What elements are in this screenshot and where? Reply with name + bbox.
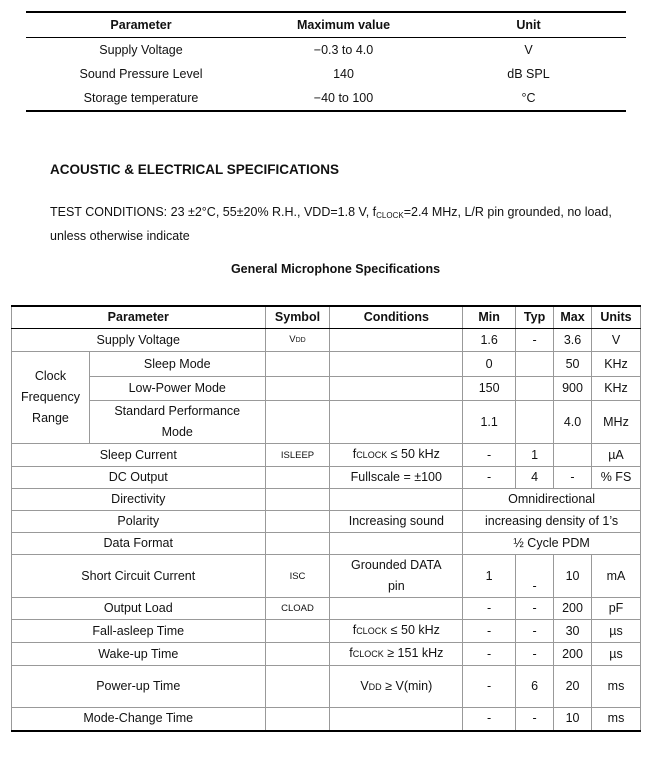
units-cell: mA <box>592 555 641 598</box>
typ-cell: 1 <box>516 444 554 467</box>
units-cell: µs <box>592 620 641 643</box>
table-cell: °C <box>431 86 626 111</box>
param-cell: Short Circuit Current <box>12 555 266 598</box>
param-cell: Wake-up Time <box>12 643 266 666</box>
param-cell: Standard Performance Mode <box>89 401 265 444</box>
test-conditions-prefix: TEST CONDITIONS: 23 ±2°C, 55±20% R.H., VDD=1.8 V, f <box>50 205 377 219</box>
min-cell: - <box>463 708 516 731</box>
max-cell: 10 <box>554 555 592 598</box>
subscript: CLOCK <box>376 211 404 220</box>
section-heading: ACOUSTIC & ELECTRICAL SPECIFICATIONS <box>50 162 340 177</box>
typ-cell: 6 <box>516 666 554 708</box>
column-header: Unit <box>431 12 626 38</box>
param-cell: Polarity <box>12 511 266 533</box>
symbol-cell <box>265 467 330 489</box>
test-conditions-line2: unless otherwise indicate <box>50 229 190 243</box>
max-cell: 4.0 <box>554 401 592 444</box>
table-row <box>12 533 641 555</box>
param-cell: DC Output <box>12 467 266 489</box>
typ-cell <box>516 352 554 377</box>
param-cell: Mode-Change Time <box>12 708 266 731</box>
units-cell: µA <box>592 444 641 467</box>
conditions-cell: Grounded DATA pin <box>330 555 463 598</box>
units-cell: MHz <box>592 401 641 444</box>
table-row <box>12 620 641 643</box>
table-cell: dB SPL <box>507 67 550 81</box>
table-row <box>12 666 641 708</box>
max-cell: 900 <box>554 377 592 401</box>
min-cell: 0 <box>463 352 516 377</box>
conditions-cell <box>330 598 463 620</box>
table-header-row <box>12 306 641 329</box>
symbol-cell <box>265 620 330 643</box>
conditions-cell: fCLOCK ≥ 151 kHz <box>330 643 463 666</box>
units-cell: V <box>592 329 641 352</box>
min-cell: - <box>463 620 516 643</box>
symbol-cell: VDD <box>265 329 330 352</box>
conditions-cell <box>330 401 463 444</box>
conditions-cell: fCLOCK ≤ 50 kHz <box>330 444 463 467</box>
absolute-max-ratings-table <box>26 11 626 112</box>
table-row <box>12 401 641 444</box>
column-header: Parameter <box>12 306 266 329</box>
table-title: General Microphone Specifications <box>230 262 441 276</box>
table-cell: −0.3 to 4.0 <box>313 43 374 57</box>
typ-cell: - <box>516 555 554 598</box>
table-cell: 140 <box>333 67 354 81</box>
column-header: Max <box>554 306 592 329</box>
microphone-spec-table <box>11 305 641 732</box>
param-cell: Low-Power Mode <box>89 377 265 401</box>
column-header: Typ <box>516 306 554 329</box>
symbol-cell <box>265 352 330 377</box>
typ-cell: - <box>516 643 554 666</box>
units-cell: ms <box>592 708 641 731</box>
column-header: Parameter <box>26 12 256 38</box>
symbol-cell <box>265 489 330 511</box>
column-header: Symbol <box>265 306 330 329</box>
typ-cell: - <box>516 329 554 352</box>
typ-cell: - <box>516 598 554 620</box>
units-cell: ms <box>592 666 641 708</box>
param-cell: Directivity <box>12 489 266 511</box>
max-cell <box>554 444 592 467</box>
value-span-cell: Omnidirectional <box>463 489 641 511</box>
max-cell: - <box>554 467 592 489</box>
typ-cell <box>516 401 554 444</box>
min-cell: - <box>463 444 516 467</box>
min-cell: - <box>463 643 516 666</box>
units-cell: µs <box>592 643 641 666</box>
column-header: Conditions <box>330 306 463 329</box>
units-cell: pF <box>592 598 641 620</box>
param-cell: Output Load <box>12 598 266 620</box>
table-row <box>26 62 626 86</box>
column-header: Min <box>463 306 516 329</box>
table-cell: Sound Pressure Level <box>79 67 203 81</box>
table-cell: Storage temperature <box>26 86 256 111</box>
max-cell: 50 <box>554 352 592 377</box>
typ-cell: - <box>516 620 554 643</box>
param-cell: Power-up Time <box>12 666 266 708</box>
table-cell: Supply Voltage <box>99 43 183 57</box>
param-cell: Data Format <box>12 533 266 555</box>
typ-cell <box>516 377 554 401</box>
symbol-cell: ISC <box>265 555 330 598</box>
param-cell: Fall-asleep Time <box>12 620 266 643</box>
table-row <box>12 489 641 511</box>
min-cell: 1.1 <box>463 401 516 444</box>
conditions-cell <box>330 329 463 352</box>
max-cell: 30 <box>554 620 592 643</box>
max-cell: 10 <box>554 708 592 731</box>
conditions-cell <box>330 352 463 377</box>
value-span-cell: increasing density of 1’s <box>463 511 641 533</box>
conditions-cell: VDD ≥ V(min) <box>330 666 463 708</box>
column-header: Maximum value <box>256 12 431 38</box>
min-cell: - <box>463 467 516 489</box>
table-row <box>26 86 626 111</box>
typ-cell: - <box>516 708 554 731</box>
table-row <box>12 643 641 666</box>
table-row <box>26 38 626 63</box>
table-cell: V <box>524 43 533 57</box>
conditions-cell <box>330 708 463 731</box>
param-cell: Sleep Mode <box>89 352 265 377</box>
symbol-cell: CLOAD <box>265 598 330 620</box>
max-cell: 200 <box>554 643 592 666</box>
min-cell: 150 <box>463 377 516 401</box>
param-cell: Supply Voltage <box>12 329 266 352</box>
max-cell: 3.6 <box>554 329 592 352</box>
min-cell: 1.6 <box>463 329 516 352</box>
table-row <box>12 708 641 731</box>
symbol-cell <box>265 377 330 401</box>
min-cell: 1 <box>463 555 516 598</box>
symbol-cell <box>265 643 330 666</box>
table-row <box>12 511 641 533</box>
table-row <box>12 555 641 598</box>
typ-cell: 4 <box>516 467 554 489</box>
table-cell: −40 to 100 <box>256 86 431 111</box>
symbol-cell <box>265 666 330 708</box>
table-row <box>12 444 641 467</box>
min-cell: - <box>463 598 516 620</box>
test-conditions <box>50 202 640 247</box>
units-cell: % FS <box>592 467 641 489</box>
units-cell: KHz <box>592 352 641 377</box>
units-cell: KHz <box>592 377 641 401</box>
param-cell: Sleep Current <box>12 444 266 467</box>
conditions-cell <box>330 489 463 511</box>
table-row <box>12 329 641 352</box>
max-cell: 200 <box>554 598 592 620</box>
table-row <box>12 467 641 489</box>
min-cell: - <box>463 666 516 708</box>
conditions-cell: Increasing sound <box>330 511 463 533</box>
max-cell: 20 <box>554 666 592 708</box>
test-conditions-suffix: =2.4 MHz, L/R pin grounded, no load, <box>403 205 612 219</box>
table-header-row <box>26 12 626 38</box>
symbol-cell <box>265 708 330 731</box>
column-header: Units <box>592 306 641 329</box>
symbol-cell <box>265 511 330 533</box>
symbol-cell <box>265 533 330 555</box>
conditions-cell: fCLOCK ≤ 50 kHz <box>330 620 463 643</box>
conditions-cell <box>330 377 463 401</box>
table-row <box>12 377 641 401</box>
table-row <box>12 598 641 620</box>
clock-frequency-range-label: Clock Frequency Range <box>12 352 90 444</box>
value-span-cell: ½ Cycle PDM <box>463 533 641 555</box>
conditions-cell: Fullscale = ±100 <box>330 467 463 489</box>
symbol-cell <box>265 401 330 444</box>
table-row <box>12 352 641 377</box>
symbol-cell: ISLEEP <box>265 444 330 467</box>
conditions-cell <box>330 533 463 555</box>
